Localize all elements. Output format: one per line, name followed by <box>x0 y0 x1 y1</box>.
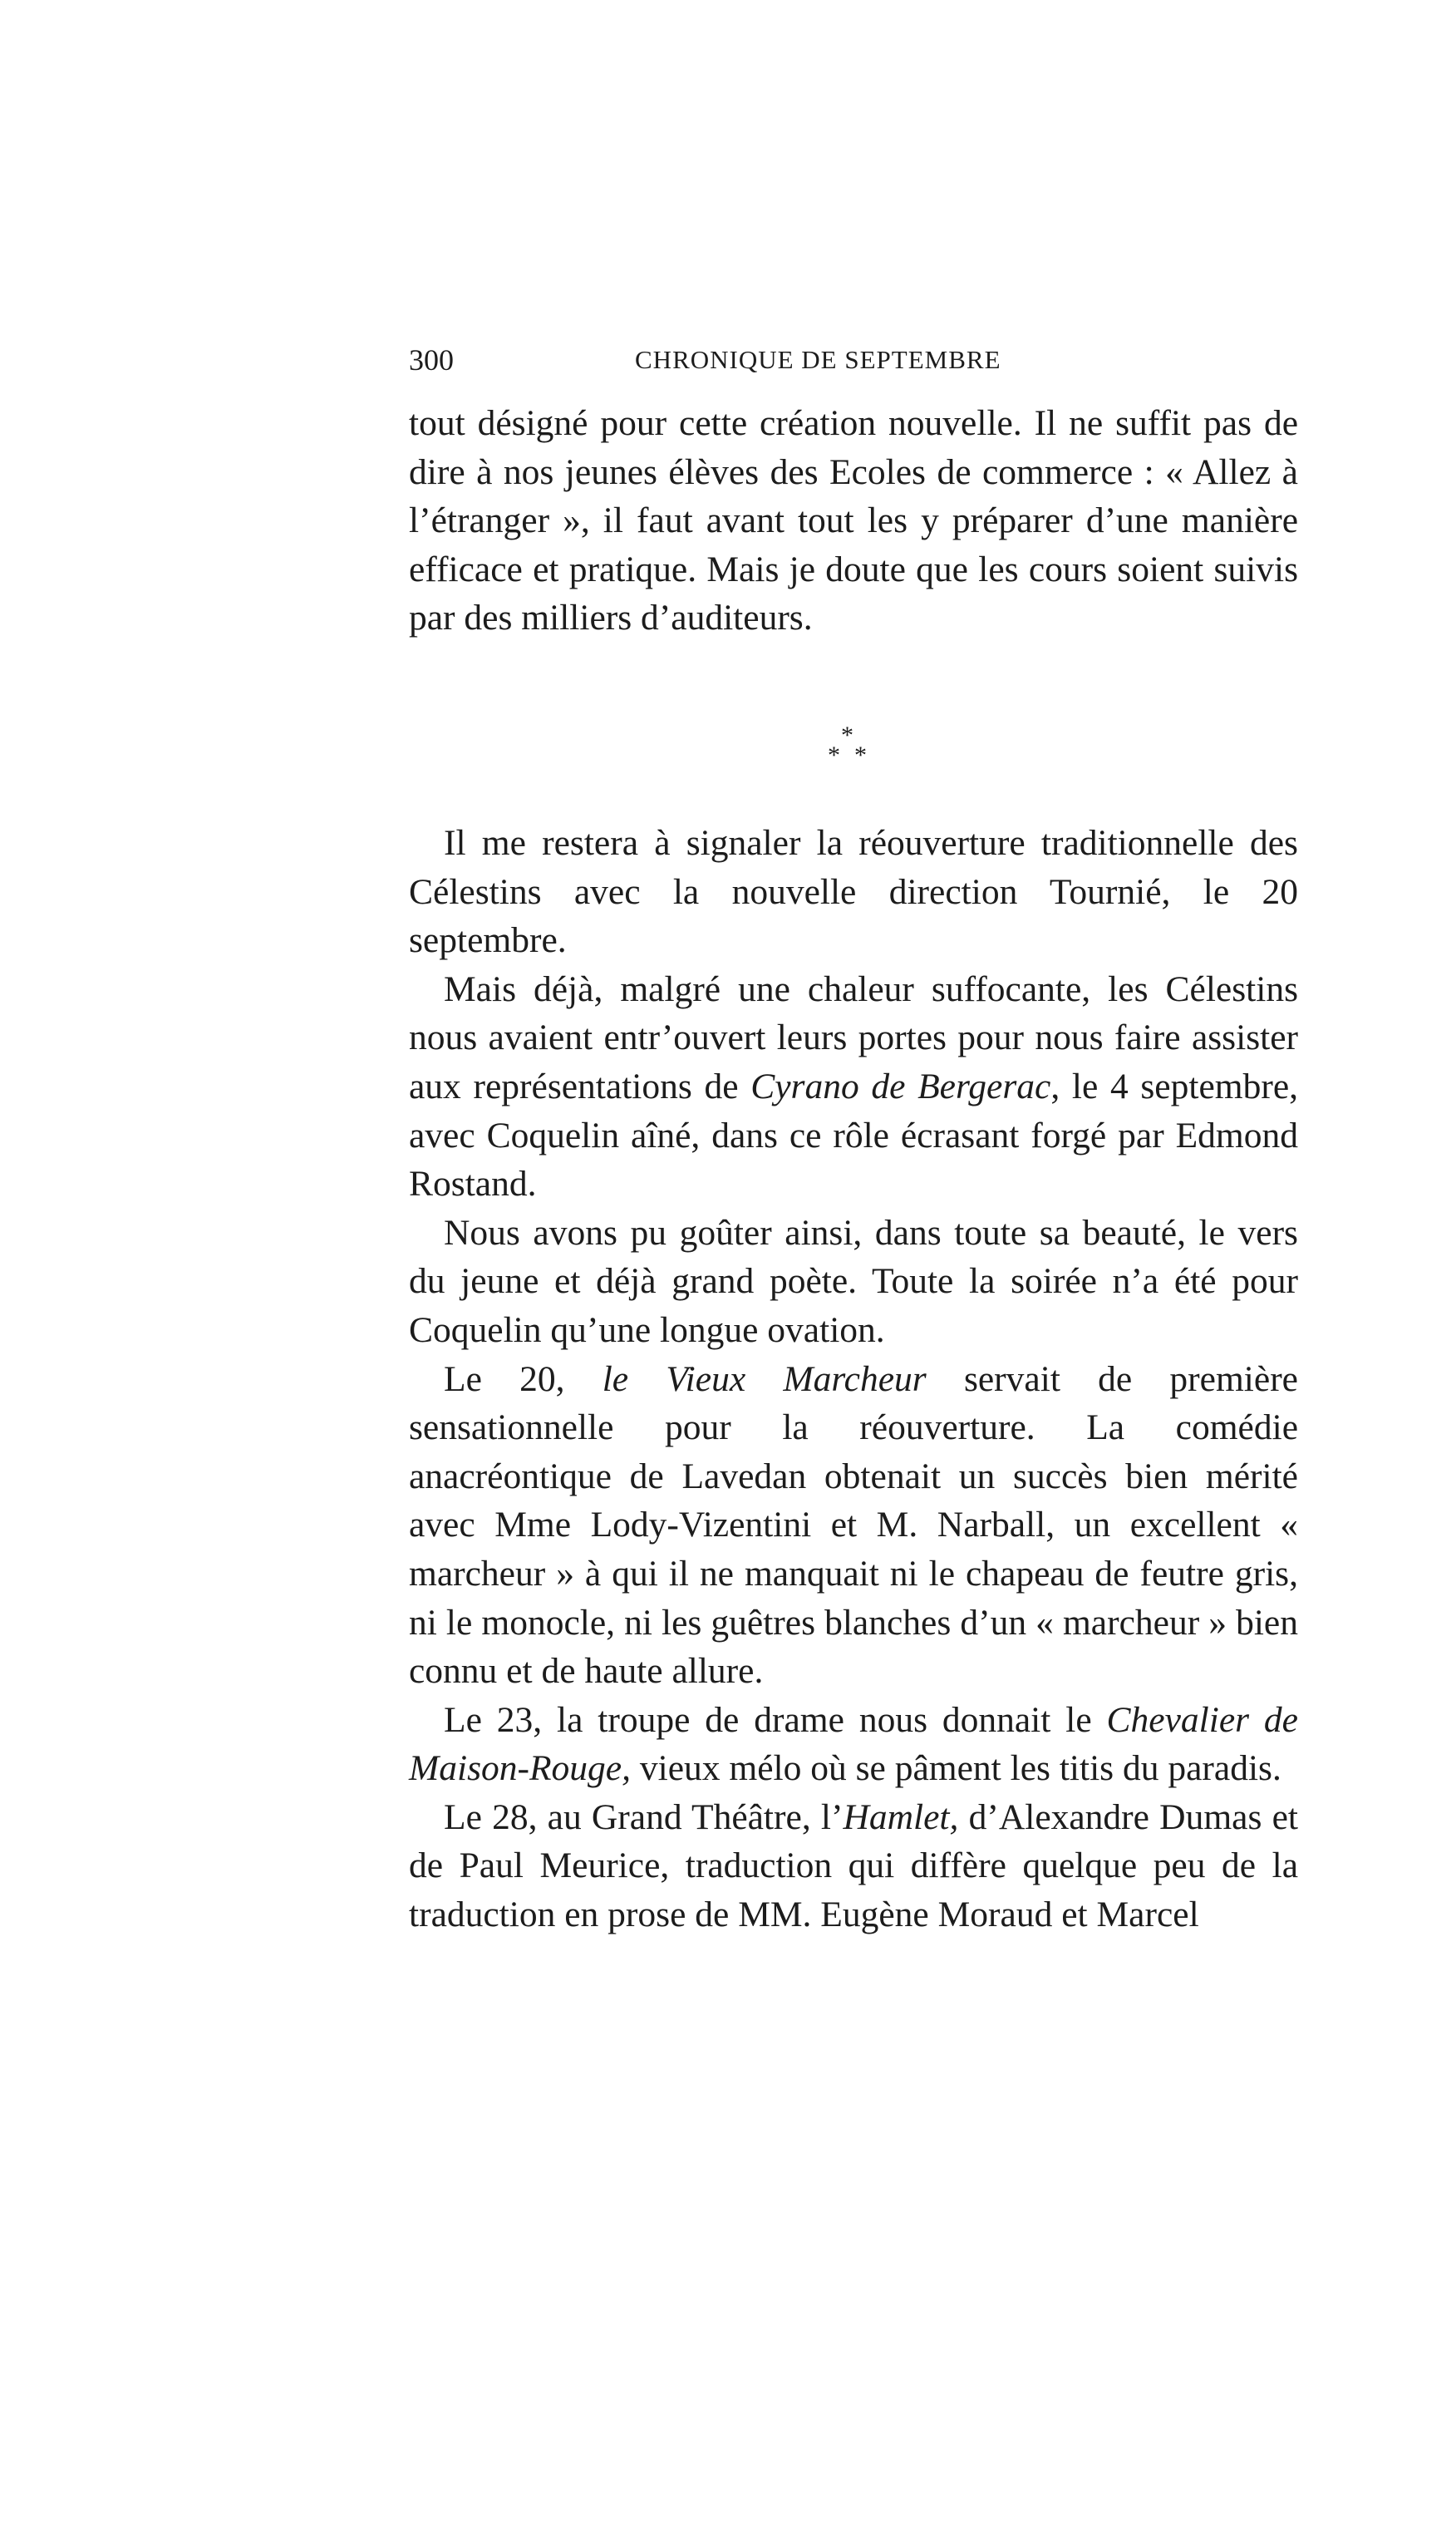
text-run: Mais déjà, malgré une chaleur suffocante, les Célestins nous avaient entr’ouvert leurs portes pour nous faire assister aux représentations de <box>409 968 1298 1106</box>
asterism-star: * <box>828 742 840 769</box>
page-header <box>409 339 1298 381</box>
text-run: Le 20, <box>444 1358 603 1399</box>
paragraph <box>409 1793 1298 1939</box>
text-block-main <box>409 819 1298 1939</box>
text-run: Le 23, la troupe de drame nous donnait le <box>444 1699 1107 1740</box>
paragraph <box>409 399 1298 643</box>
paragraph <box>409 1209 1298 1355</box>
italic-title: Hamlet, <box>843 1796 959 1837</box>
text-run: , le 4 septembre, avec Coquelin aîné, dans ce rôle écrasant forgé par Edmond Rostand. <box>409 1066 1299 1205</box>
text-block-top <box>409 399 1298 643</box>
text-run: Le 28, au Grand Théâtre, l’ <box>444 1796 844 1837</box>
italic-title: Chevalier de Maison-Rouge, <box>409 1699 1298 1789</box>
italic-title: le Vieux Marcheur <box>602 1358 927 1399</box>
italic-title: Cyrano de Bergerac <box>750 1066 1051 1106</box>
page-number: 300 <box>409 343 454 377</box>
asterism-star: * <box>841 722 853 749</box>
running-head: CHRONIQUE DE SEPTEMBRE <box>635 345 1001 374</box>
text-run: servait de première sensationnelle pour la réouverture. La comédie anacréontique de Lavedan obtenait un succès bien mérité avec Mme Lody-Vizentini et M. Narball, un excellent « marcheur » à qui il ne manquait ni le chapeau de feutre gris, ni le monocle, ni les guêtres blanches d’un « marcheur » bien connu et de haute allure. <box>409 1358 1298 1692</box>
text-run: Nous avons pu goûter ainsi, dans toute sa beauté, le vers du jeune et déjà grand poète. Toute la soirée n’a été pour Coquelin qu’une longue ovation. <box>409 1212 1298 1350</box>
paragraph <box>409 965 1298 1209</box>
asterism-star: * <box>854 742 867 769</box>
text-run: Il me restera à signaler la réouverture traditionnelle des Célestins avec la nouvelle direction Tournié, le 20 septembre. <box>409 823 1298 961</box>
paragraph <box>409 1355 1298 1696</box>
paragraph <box>409 1696 1298 1793</box>
text-run: vieux mélo où se pâment les titis du paradis. <box>631 1748 1281 1789</box>
section-break-asterism <box>808 723 899 781</box>
text-run: d’Alexandre Dumas et de Paul Meurice, traduction qui diffère quelque peu de la traduction en prose de MM. Eugène Moraud et Marcel <box>409 1796 1298 1935</box>
text-run: tout désigné pour cette création nouvelle. Il ne suffit pas de dire à nos jeunes élèves des Ecoles de commerce : « Allez à l’étranger », il faut avant tout les y préparer d’une manière efficace et pratique. Mais je doute que les cours soient suivis par des milliers d’auditeurs. <box>409 403 1298 638</box>
paragraph <box>409 819 1298 965</box>
